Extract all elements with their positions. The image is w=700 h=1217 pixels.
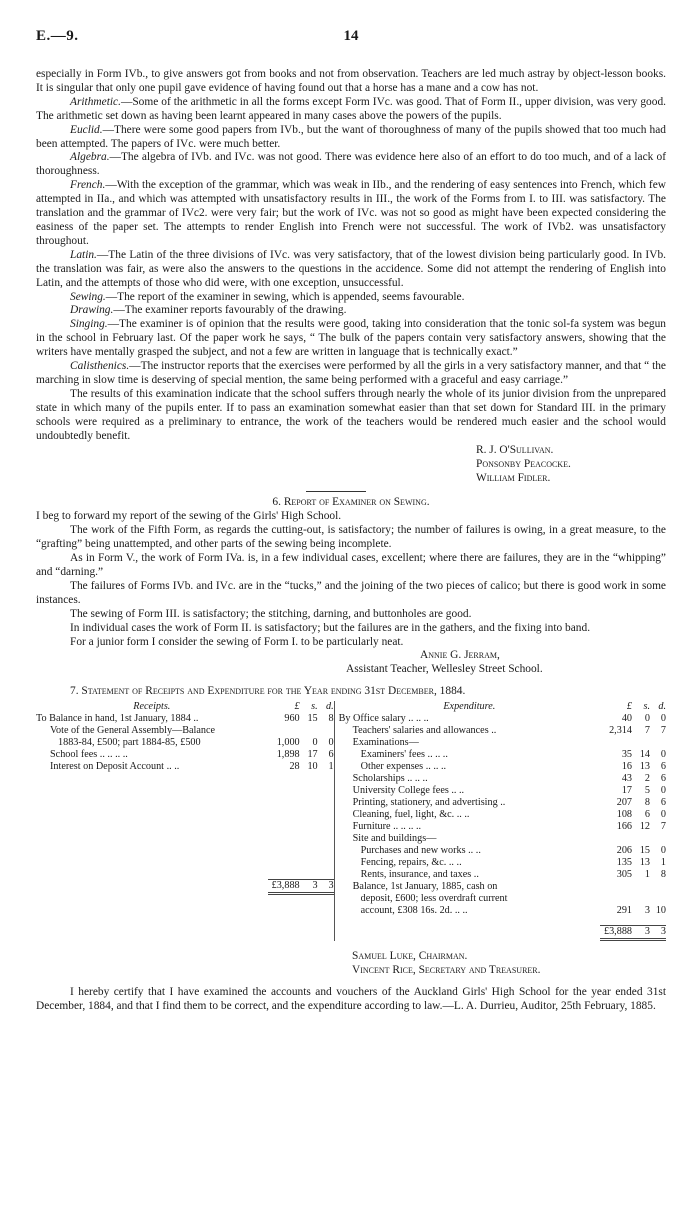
receipts-header: Receipts. £ s. d. xyxy=(133,701,334,713)
expenditure-row-amount xyxy=(650,881,666,893)
expenditure-row-amount: 8 xyxy=(660,869,666,881)
auditor-certificate: I hereby certify that I have examined the accounts and vouchers of the Auckland Girls' High School for the year ended 31st December, 1884, and that I find them to be correct, and the expenditure according to law.—L. A. Durrieu, Auditor, 25th February, 1885. xyxy=(36,986,666,1013)
expenditure-row-desc: Furniture .. .. .. .. xyxy=(352,821,422,833)
expenditure-row-amount: 0 xyxy=(660,785,666,797)
paragraph: Drawing.—The examiner reports favourably of the drawing. xyxy=(70,304,347,317)
report-body xyxy=(36,68,666,443)
paragraph: Sewing.—The report of the examiner in sewing, which is appended, seems favourable. xyxy=(70,290,465,303)
expenditure-row-amount: 35 xyxy=(621,749,632,761)
paragraph: I beg to forward my report of the sewing of the Girls' High School. xyxy=(36,510,342,523)
expenditure-row-amount xyxy=(602,893,632,905)
receipt-row-amount: 8 xyxy=(328,713,334,725)
expenditure-row-desc: Scholarships .. .. .. xyxy=(352,773,428,785)
expenditure-row-amount: 6 xyxy=(660,761,666,773)
divider xyxy=(306,491,366,492)
expenditure-row-amount: 40 xyxy=(621,713,632,725)
receipt-row xyxy=(36,761,334,773)
expenditure-row-amount: 2,314 xyxy=(609,725,632,737)
expenditure-row-amount: 108 xyxy=(616,809,632,821)
expenditure-row-amount: 43 xyxy=(621,773,632,785)
signatory: Vincent Rice, Secretary and Treasurer. xyxy=(352,964,541,977)
signatory: R. J. O'Sullivan. xyxy=(476,444,554,457)
receipt-row-amount: 28 xyxy=(289,761,300,773)
expenditure-row xyxy=(339,857,666,869)
expenditure-row-amount: 10 xyxy=(655,905,666,917)
expenditure-row-amount: 0 xyxy=(660,713,666,725)
expenditure-row-amount: 6 xyxy=(660,773,666,785)
expenditure-row-amount xyxy=(650,893,666,905)
paragraph: The results of this examination indicate that the school suffers through nearly the whole of its junior division from the unprepared state in which many of the pupils enter. If to pass an examination somewhat easier than that set down for Standard III. in the primary schools were required as a preliminary to entrance, the work of the teachers would be rendered much easier and the school would undoubtedly benefit. xyxy=(36,387,666,442)
expenditure-row-amount: 0 xyxy=(660,845,666,857)
expenditure-row-amount: 7 xyxy=(660,821,666,833)
expenditure-row xyxy=(339,761,666,773)
expenditure-row-amount: 6 xyxy=(644,809,650,821)
paragraph: In individual cases the work of Form II. is satisfactory; but the failures are in the gathers, and the fixing into band. xyxy=(70,621,591,634)
expenditure-row xyxy=(339,773,666,785)
expenditure-row-desc: deposit, £600; less overdraft current xyxy=(360,893,508,905)
expenditure-row xyxy=(339,905,666,917)
paragraph: French.—With the exception of the grammar, which was weak in IIb., and the rendering of easy sentences into French, which few attempted in IIa., and which was attempted with unsatisfactory results in III., the work of the Forms from I. to III. was satisfactory. The translation and the grammar of IVc2. were very fair; but the work of IVc. was not so good as might have been expected considering the easiness of the paper set. The attempts to render English into French were not successful. The work of IVb2. was unsatisfactory throughout. xyxy=(36,179,666,247)
receipt-row-amount xyxy=(318,725,334,737)
expenditure-row-desc: Teachers' salaries and allowances .. xyxy=(352,725,497,737)
expenditure-row-amount: 3 xyxy=(644,905,650,917)
expenditure-row-desc: account, £308 16s. 2d. .. .. xyxy=(360,905,468,917)
receipt-row-amount: 1,000 xyxy=(276,737,300,749)
expenditure-row-amount: 8 xyxy=(644,797,650,809)
expenditure-row xyxy=(339,749,666,761)
expenditure-row-desc: Printing, stationery, and advertising .. xyxy=(352,797,506,809)
expenditure-row xyxy=(339,845,666,857)
expenditure-row-amount: 0 xyxy=(644,713,650,725)
expenditure-row xyxy=(339,881,666,893)
signatory: Ponsonby Peacocke. xyxy=(476,458,571,471)
expenditure-row xyxy=(339,797,666,809)
paragraph: The failures of Forms IVb. and IVc. are in the “tucks,” and the joining of the two pieces of calico; but there is good work in some instances. xyxy=(36,579,666,606)
signatory-title: Assistant Teacher, Wellesley Street School. xyxy=(346,663,543,676)
expenditure-row-amount: 16 xyxy=(621,761,632,773)
receipt-row-amount: 6 xyxy=(328,749,334,761)
expenditure-row-amount xyxy=(602,881,632,893)
expenditure-row xyxy=(339,725,666,737)
expenditure-row-amount: 166 xyxy=(616,821,632,833)
expenditure-row-amount: 15 xyxy=(639,845,650,857)
expenditure-row-desc: Balance, 1st January, 1885, cash on xyxy=(352,881,498,893)
expenditure-row-desc: Other expenses .. .. .. xyxy=(360,761,447,773)
receipt-row-amount xyxy=(270,725,300,737)
document-page xyxy=(36,28,666,1013)
expenditure-row xyxy=(339,809,666,821)
receipt-row-desc: To Balance in hand, 1st January, 1884 .. xyxy=(36,713,199,725)
signatures-examiners xyxy=(36,443,666,485)
receipt-row-amount: 960 xyxy=(284,713,300,725)
expenditure-row-desc: Site and buildings— xyxy=(352,833,437,845)
receipt-row-amount: 1 xyxy=(328,761,334,773)
expenditure-row-desc: Rents, insurance, and taxes .. xyxy=(360,869,479,881)
expenditure-row xyxy=(339,821,666,833)
expenditure-row-amount: 207 xyxy=(616,797,632,809)
expenditure-row-amount xyxy=(632,893,650,905)
expenditure-row xyxy=(339,893,666,905)
paragraph: As in Form V., the work of Form IVa. is, in a few individual cases, excellent; where there are failures, they are in the “whipping” and “darning.” xyxy=(36,552,666,578)
expenditure-row-amount xyxy=(632,833,650,845)
expenditure-header: Expenditure. £ s. d. xyxy=(443,701,666,713)
expenditure-total: £3,888 3 3 xyxy=(339,925,666,941)
expenditure-row-desc: Cleaning, fuel, light, &c. .. .. xyxy=(352,809,470,821)
paragraph: Singing.—The examiner is of opinion that the results were good, taking into consideration that the tonic sol-fa system was begun in the school in February last. Of the paper work he says, “ The bulk of the papers contain very satisfactory answers, showing that the writers have mentally grasped the subject, and not a few are written in language that is technically exact.” xyxy=(36,318,666,359)
expenditure-row-desc: Examinations— xyxy=(352,737,419,749)
expenditure-row xyxy=(339,869,666,881)
receipt-row-desc: Vote of the General Assembly—Balance xyxy=(50,725,216,737)
expenditure-row xyxy=(339,737,666,749)
expenditure-row-desc: Fencing, repairs, &c. .. .. xyxy=(360,857,462,869)
receipt-row xyxy=(36,713,334,725)
expenditure-row-amount: 305 xyxy=(616,869,632,881)
page-header xyxy=(36,28,666,58)
signatory: William Fidler. xyxy=(476,472,551,485)
expenditure-row-amount xyxy=(650,833,666,845)
expenditure-row-amount: 14 xyxy=(639,749,650,761)
receipt-row-amount: 10 xyxy=(307,761,318,773)
statement-table xyxy=(36,701,666,941)
receipt-row-desc: Interest on Deposit Account .. .. xyxy=(50,761,180,773)
expenditure-row-amount xyxy=(602,833,632,845)
expenditure-row-desc: Examiners' fees .. .. .. xyxy=(360,749,448,761)
expenditure-row-desc: By Office salary .. .. .. xyxy=(338,713,429,725)
signatory: Annie G. Jerram, xyxy=(420,649,500,662)
expenditure-row-amount: 7 xyxy=(660,725,666,737)
expenditure-row xyxy=(339,713,666,725)
paragraph: Algebra.—The algebra of IVb. and IVc. was not good. There was evidence here also of an effort to do too much, and of a lack of thoroughness. xyxy=(36,151,666,178)
receipt-row xyxy=(36,725,334,737)
paragraph: Latin.—The Latin of the three divisions of IVc. was very satisfactory, that of the lowest division being particularly good. In IVb. the translation was fair, as were also the answers to the questions in the accidence. Some did not attempt the rendering of English into Latin, and the attempts of those who did were, with one exception, unsuccessful. xyxy=(36,248,666,289)
paragraph: Calisthenics.—The instructor reports that the exercises were performed by all the girls in a very satisfactory manner, and that “ the marching in slow time is deserving of special mention, the same being performed with a graceful and easy carriage.” xyxy=(36,360,666,386)
receipt-row-amount xyxy=(300,725,318,737)
receipts-column xyxy=(36,701,334,941)
statement-title: 7. Statement of Receipts and Expenditure for the Year ending 31st December, 1884. xyxy=(70,685,466,698)
expenditure-row-amount: 5 xyxy=(644,785,650,797)
receipt-row-desc: 1883-84, £500; part 1884-85, £500 xyxy=(58,737,201,749)
expenditure-row-amount: 1 xyxy=(644,869,650,881)
expenditure-row-desc: University College fees .. .. xyxy=(352,785,465,797)
expenditure-row-amount xyxy=(632,737,650,749)
paragraph: The sewing of Form III. is satisfactory; the stitching, darning, and buttonholes are good. xyxy=(70,607,472,620)
receipt-row-amount: 15 xyxy=(307,713,318,725)
paragraph: Euclid.—There were some good papers from IVb., but the want of thoroughness of many of the pupils showed that too much had been attempted. The papers of IVc. were much better. xyxy=(36,123,666,150)
expenditure-row-amount: 291 xyxy=(616,905,632,917)
expenditure-row-amount: 12 xyxy=(639,821,650,833)
report-code: E.—9. xyxy=(36,28,79,44)
section-title: 6. Report of Examiner on Sewing. xyxy=(272,496,430,509)
expenditure-row-amount: 206 xyxy=(616,845,632,857)
expenditure-row-amount: 17 xyxy=(621,785,632,797)
expenditure-row-amount: 1 xyxy=(660,857,666,869)
expenditure-row-amount xyxy=(602,737,632,749)
receipt-row xyxy=(36,749,334,761)
expenditure-column xyxy=(334,701,666,941)
receipt-row-amount: 1,898 xyxy=(276,749,300,761)
receipt-row-desc: School fees .. .. .. .. xyxy=(50,749,128,761)
paragraph: Arithmetic.—Some of the arithmetic in all the forms except Form IVc. was good. That of Form II., upper division, was very good. The arithmetic set down as having been learnt appeared in many cases above the powers of the pupils. xyxy=(36,95,666,122)
page-number: 14 xyxy=(343,28,359,44)
expenditure-row-desc: Purchases and new works .. .. xyxy=(360,845,481,857)
receipt-row xyxy=(36,737,334,749)
expenditure-row-amount: 13 xyxy=(639,857,650,869)
receipt-row-amount: 17 xyxy=(307,749,318,761)
expenditure-row-amount xyxy=(632,881,650,893)
expenditure-row-amount: 0 xyxy=(660,809,666,821)
expenditure-row xyxy=(339,833,666,845)
paragraph: The work of the Fifth Form, as regards the cutting-out, is satisfactory; the number of failures is owing, in a great measure, to the “grafting” being unattempted, and other parts of the sewing being incomplete. xyxy=(36,524,666,551)
receipt-row-amount: 0 xyxy=(312,737,318,749)
paragraph: For a junior form I consider the sewing of Form I. to be particularly neat. xyxy=(70,635,404,648)
expenditure-row-amount xyxy=(650,737,666,749)
expenditure-row xyxy=(339,785,666,797)
paragraph: especially in Form IVb., to give answers got from books and not from observation. Teachers are led much astray by object-lesson books. It is singular that only one pupil gave evidence of having found out that a horse has a mane and a cow has not. xyxy=(36,68,666,94)
signatory: Samuel Luke, Chairman. xyxy=(352,950,468,963)
expenditure-row-amount: 135 xyxy=(616,857,632,869)
expenditure-row-amount: 0 xyxy=(660,749,666,761)
expenditure-row-amount: 7 xyxy=(644,725,650,737)
receipt-row-amount: 0 xyxy=(328,737,334,749)
receipts-total: £3,888 3 3 xyxy=(36,879,334,895)
expenditure-row-amount: 6 xyxy=(660,797,666,809)
signatures-board xyxy=(36,949,666,977)
expenditure-row-amount: 13 xyxy=(639,761,650,773)
expenditure-row-amount: 2 xyxy=(644,773,650,785)
sewing-report xyxy=(36,496,666,677)
